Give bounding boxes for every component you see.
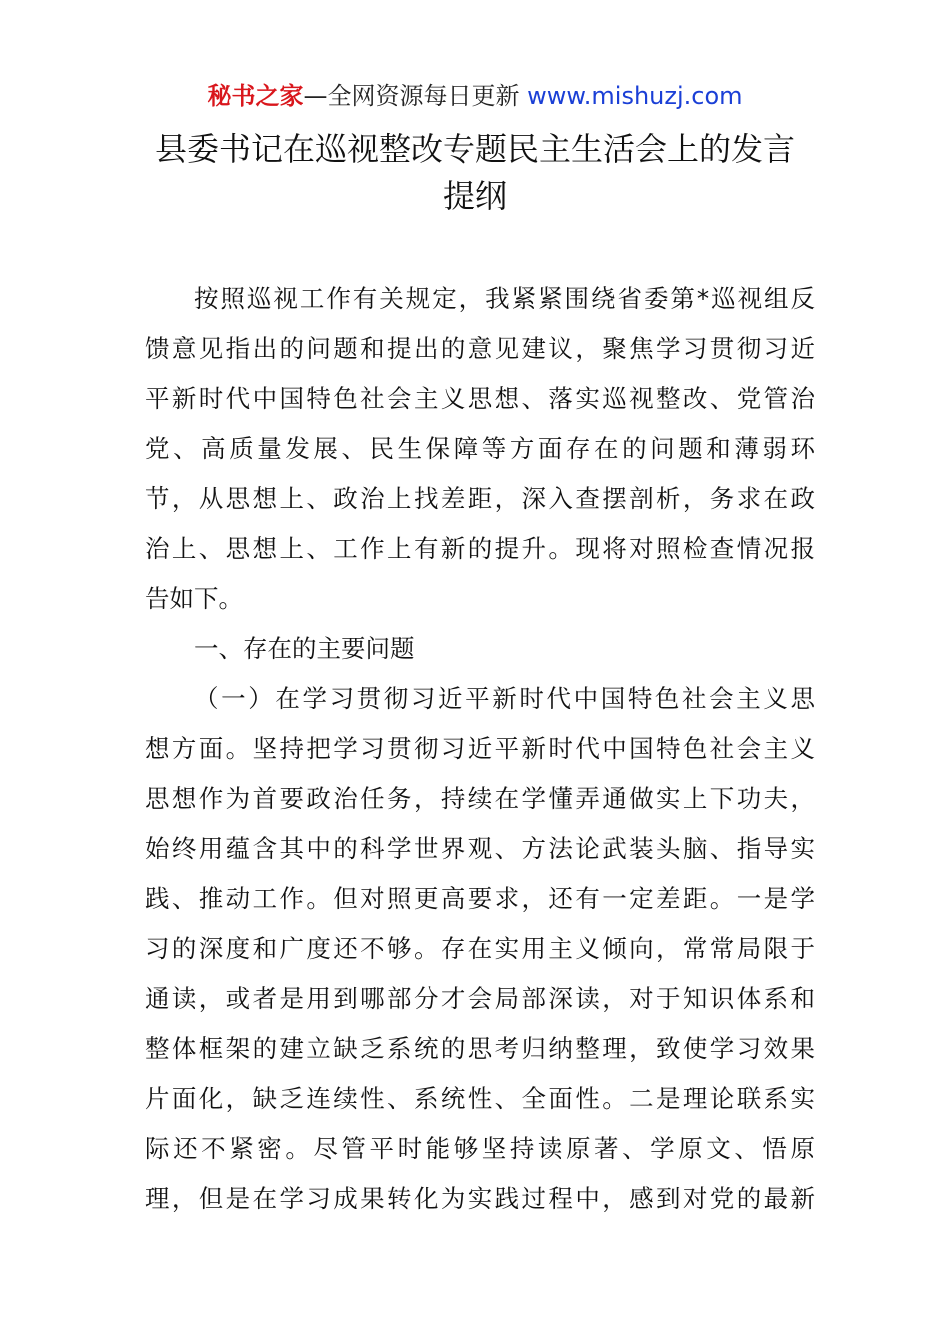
title-line-1: 县委书记在巡视整改专题民主生活会上的发言 — [154, 130, 795, 168]
body-line: 节，从思想上、政治上找差距，深入查摆剖析，务求在政 — [145, 484, 815, 513]
body-line: 治上、思想上、工作上有新的提升。现将对照检查情况报 — [145, 534, 815, 563]
section-heading: 一、存在的主要问题 — [194, 634, 415, 663]
body-line: 想方面。坚持把学习贯彻习近平新时代中国特色社会主义 — [145, 734, 815, 763]
body-line: 理，但是在学习成果转化为实践过程中，感到对党的最新 — [145, 1184, 815, 1213]
body-line: 党、高质量发展、民生保障等方面存在的问题和薄弱环 — [145, 434, 815, 463]
document-body — [145, 274, 815, 1224]
site-header — [0, 80, 950, 112]
body-line: 按照巡视工作有关规定，我紧紧围绕省委第*巡视组反 — [194, 284, 815, 313]
body-line: 始终用蕴含其中的科学世界观、方法论武装头脑、指导实 — [145, 834, 815, 863]
document-title — [0, 126, 950, 220]
body-line: 馈意见指出的问题和提出的意见建议，聚焦学习贯彻习近 — [145, 334, 815, 363]
body-line: 整体框架的建立缺乏系统的思考归纳整理，致使学习效果 — [145, 1034, 815, 1063]
site-brand: 秘书之家 — [207, 82, 304, 110]
body-line: 际还不紧密。尽管平时能够坚持读原著、学原文、悟原 — [145, 1134, 815, 1163]
body-line: 平新时代中国特色社会主义思想、落实巡视整改、党管治 — [145, 384, 815, 413]
site-url-link[interactable]: www.mishuzj.com — [527, 82, 743, 110]
body-line: 思想作为首要政治任务，持续在学懂弄通做实上下功夫， — [145, 784, 815, 813]
subsection-heading: （一）在学习贯彻习近平新时代中国特色社会主义思 — [194, 684, 815, 713]
body-line: 践、推动工作。但对照更高要求，还有一定差距。一是学 — [145, 884, 815, 913]
body-line: 告如下。 — [145, 584, 243, 613]
site-tagline: —全网资源每日更新 — [303, 82, 528, 110]
body-line: 习的深度和广度还不够。存在实用主义倾向，常常局限于 — [145, 934, 815, 963]
title-line-2: 提纲 — [442, 177, 507, 215]
body-line: 片面化，缺乏连续性、系统性、全面性。二是理论联系实 — [145, 1084, 815, 1113]
body-line: 通读，或者是用到哪部分才会局部深读，对于知识体系和 — [145, 984, 815, 1013]
